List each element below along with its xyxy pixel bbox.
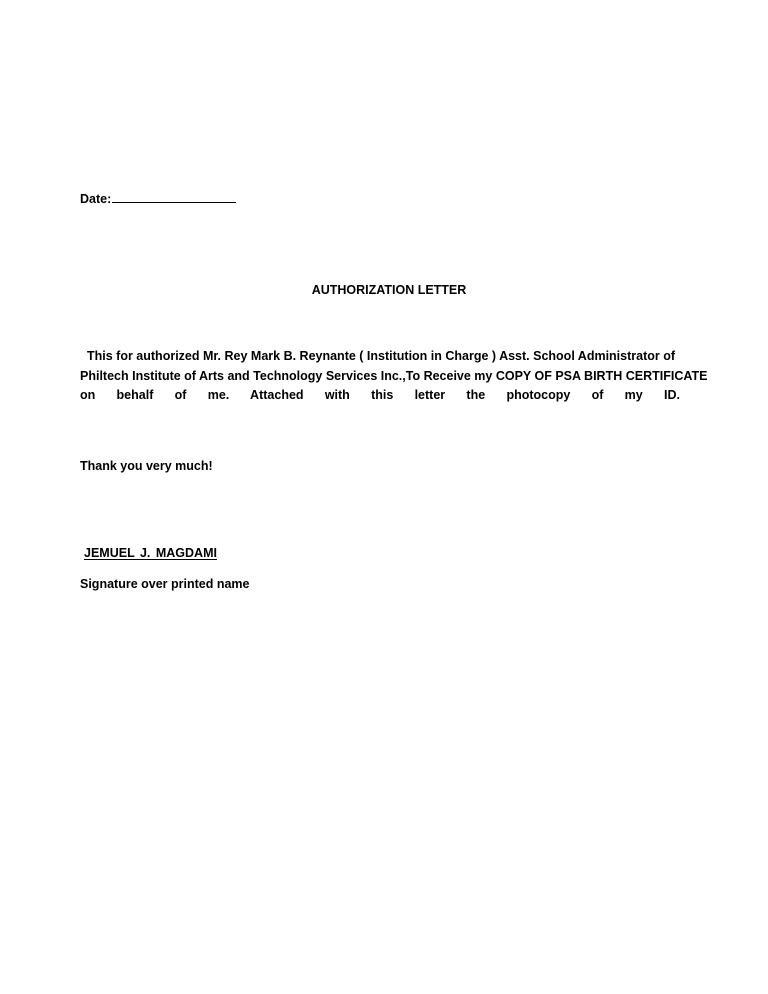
letter-title: AUTHORIZATION LETTER	[311, 283, 467, 297]
signatory-name: JEMUEL J. MAGDAMI	[84, 546, 217, 560]
body-line-1: This for authorized Mr. Rey Mark B. Reynante ( Institution in Charge ) Asst. School Administrator of	[87, 349, 676, 363]
date-line	[80, 190, 236, 207]
closing-line: Thank you very much!	[80, 459, 213, 473]
body-line-3: on behalf of me. Attached with this letter the photocopy of my ID.	[80, 388, 680, 402]
date-blank-line	[112, 190, 236, 203]
body-line-2: Philtech Institute of Arts and Technology Services Inc.,To Receive my COPY OF PSA BIRTH CERTIFICATE	[80, 368, 708, 383]
letter-body	[80, 347, 708, 406]
date-label: Date:	[80, 192, 112, 206]
signature-label: Signature over printed name	[80, 577, 250, 591]
